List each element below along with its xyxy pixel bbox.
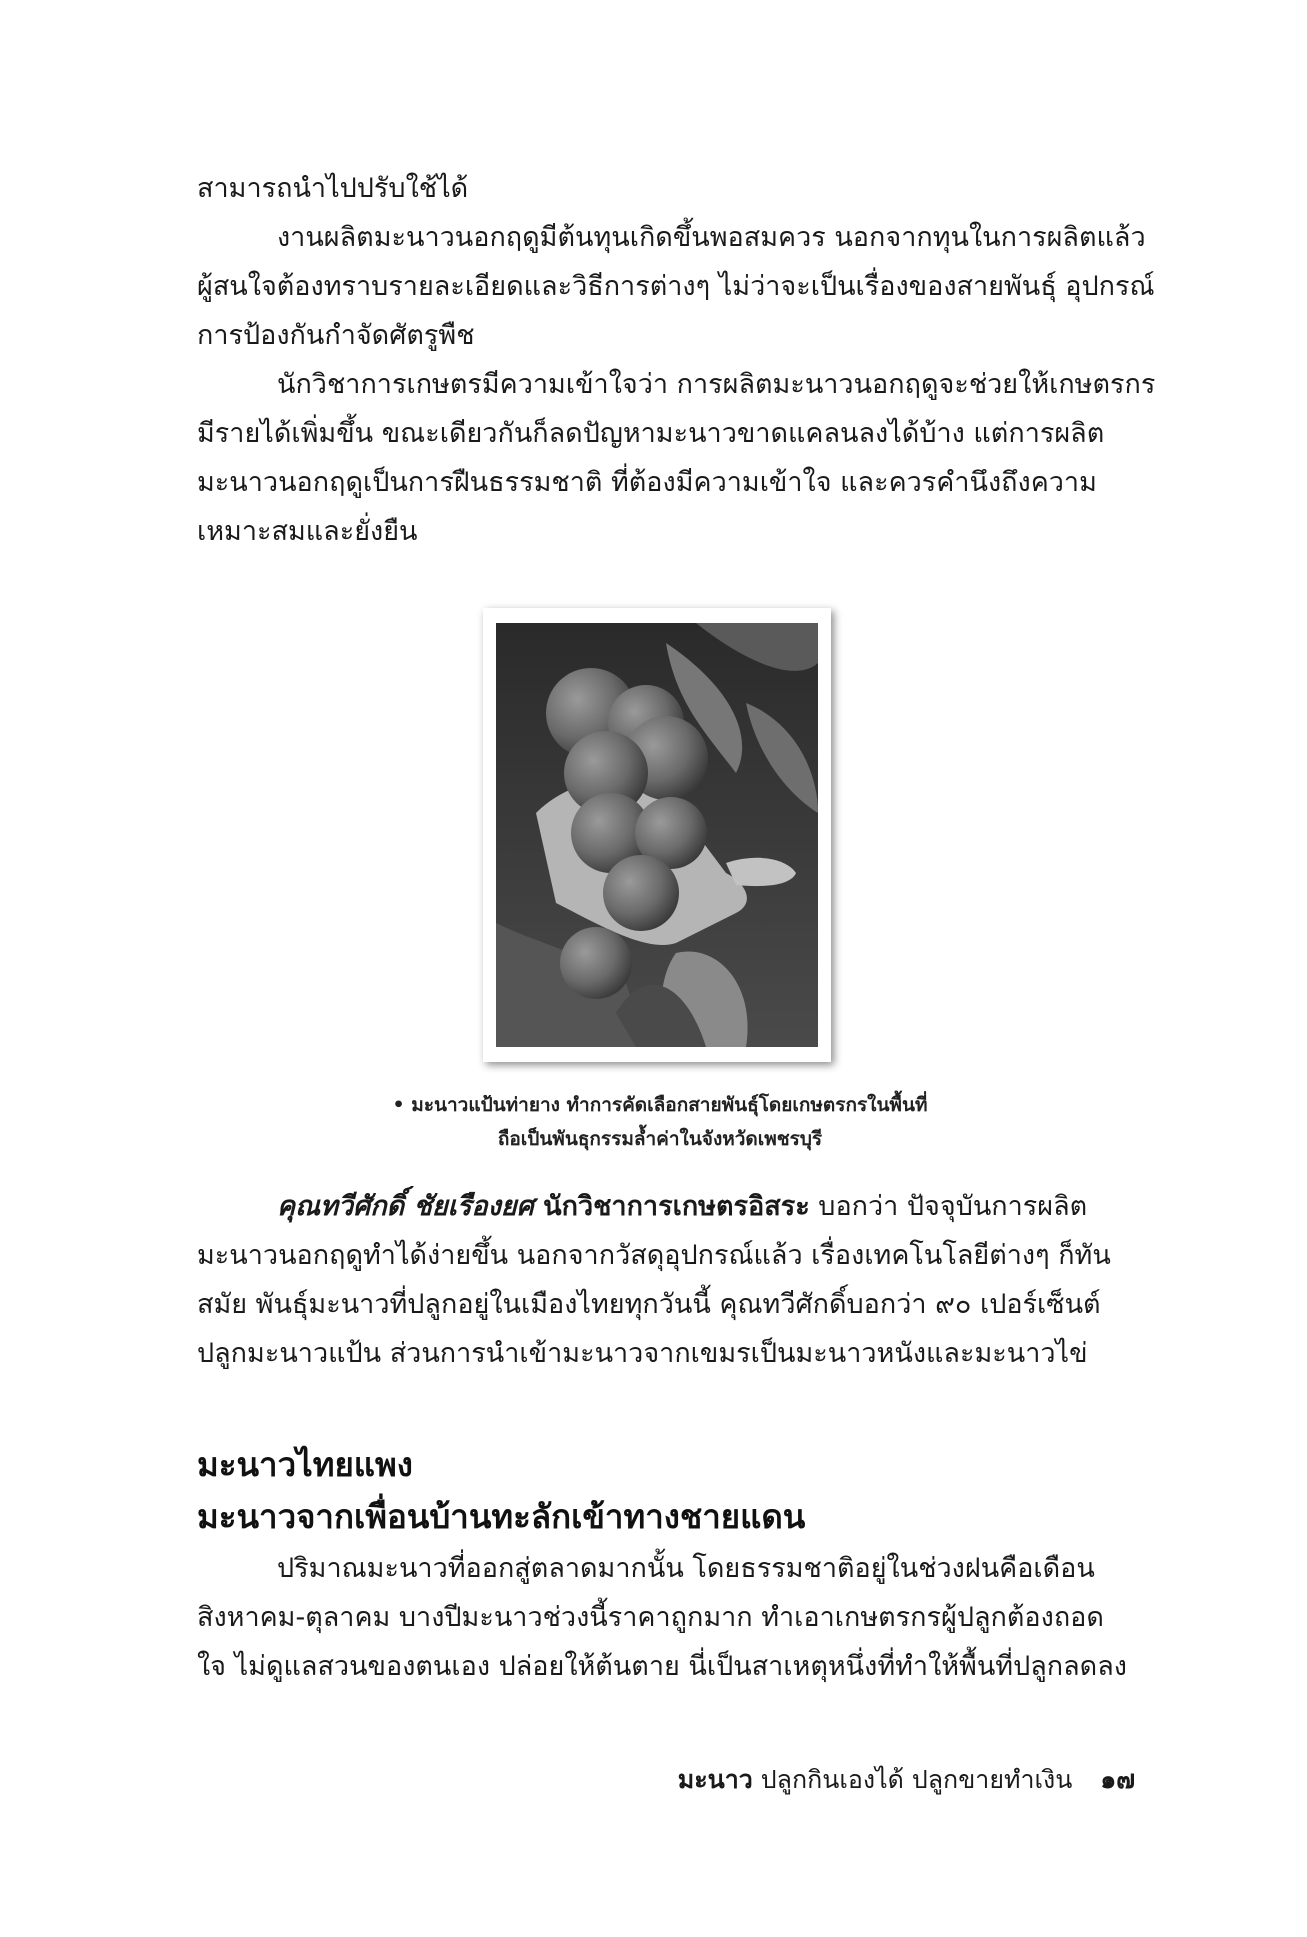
- section-heading-2: มะนาวจากเพื่อนบ้านทะลักเข้าทางชายแดน: [197, 1497, 806, 1536]
- photo-caption: [300, 1088, 1020, 1156]
- paragraph-cost: งานผลิตมะนาวนอกฤดูมีต้นทุนเกิดขึ้นพอสมควร นอกจากทุนในการผลิตแล้ว ผู้สนใจต้องทราบรายละเอียดและวิธีการต่างๆ ไม่ว่าจะเป็นเรื่องของสายพันธุ์ อุปกรณ์ การป้องกันกำจัดศัตรูพืช: [197, 222, 1155, 351]
- top-text-block: [197, 164, 1156, 556]
- continuation-line: สามารถนำไปปรับใช้ได้: [197, 173, 469, 204]
- bottom-text-block: ปริมาณมะนาวที่ออกสู่ตลาดมากนั้น โดยธรรมชาติอยู่ในช่วงฝนคือเดือน สิงหาคม-ตุลาคม บางปีมะนาวช่วงนี้ราคาถูกมาก ทำเอาเกษตรกรผู้ปลูกต้องถอด ใจ ไม่ดูแลสวนของตนเอง ปล่อยให้ต้นตาย นี่เป็นสาเหตุหนึ่งที่ทำให้พื้นที่ปลูกลดลง: [197, 1553, 1127, 1682]
- book-title-bold: มะนาว: [677, 1765, 753, 1794]
- person-name: คุณทวีศักดิ์ ชัยเรืองยศ: [277, 1191, 534, 1222]
- section-heading-1: มะนาวไทยแพง: [197, 1445, 413, 1484]
- lime-photo: [496, 623, 818, 1047]
- page-footer: [678, 1760, 1135, 1800]
- caption-line-1: • มะนาวแป้นท่ายาง ทำการคัดเลือกสายพันธุ์โดยเกษตรกรในพื้นที่: [392, 1094, 928, 1116]
- book-title-rest: ปลูกกินเองได้ ปลูกขายทำเงิน: [752, 1765, 1073, 1794]
- person-title: นักวิชาการเกษตรอิสระ: [533, 1191, 810, 1222]
- page-number: ๑๗: [1100, 1765, 1135, 1794]
- lime-photo-frame: [483, 608, 831, 1062]
- limes-in-hand-image: [496, 623, 818, 1047]
- quote-paragraph: คุณทวีศักดิ์ ชัยเรืองยศ นักวิชาการเกษตรอิสระ บอกว่า ปัจจุบันการผลิต มะนาวนอกฤดูทำได้ง่ายขึ้น นอกจากวัสดุอุปกรณ์แล้ว เรื่องเทคโนโลยีต่างๆ ก็ทัน สมัย พันธุ์มะนาวที่ปลูกอยู่ในเมืองไทยทุกวันนี้ คุณทวีศักดิ์บอกว่า ๙๐ เปอร์เซ็นต์ ปลูกมะนาวแป้น ส่วนการนำเข้ามะนาวจากเขมรเป็นมะนาวหนังและมะนาวไข่: [197, 1191, 1111, 1369]
- paragraph-understanding: นักวิชาการเกษตรมีความเข้าใจว่า การผลิตมะนาวนอกฤดูจะช่วยให้เกษตรกร มีรายได้เพิ่มขึ้น ขณะเดียวกันก็ลดปัญหามะนาวขาดแคลนลงได้บ้าง แต่การผลิต มะนาวนอกฤดูเป็นการฝืนธรรมชาติ ที่ต้องมีความเข้าใจ และควรคำนึงถึงความ เหมาะสมและยั่งยืน: [197, 369, 1156, 547]
- caption-line-2: ถือเป็นพันธุกรรมล้ำค่าในจังหวัดเพชรบุรี: [497, 1128, 823, 1150]
